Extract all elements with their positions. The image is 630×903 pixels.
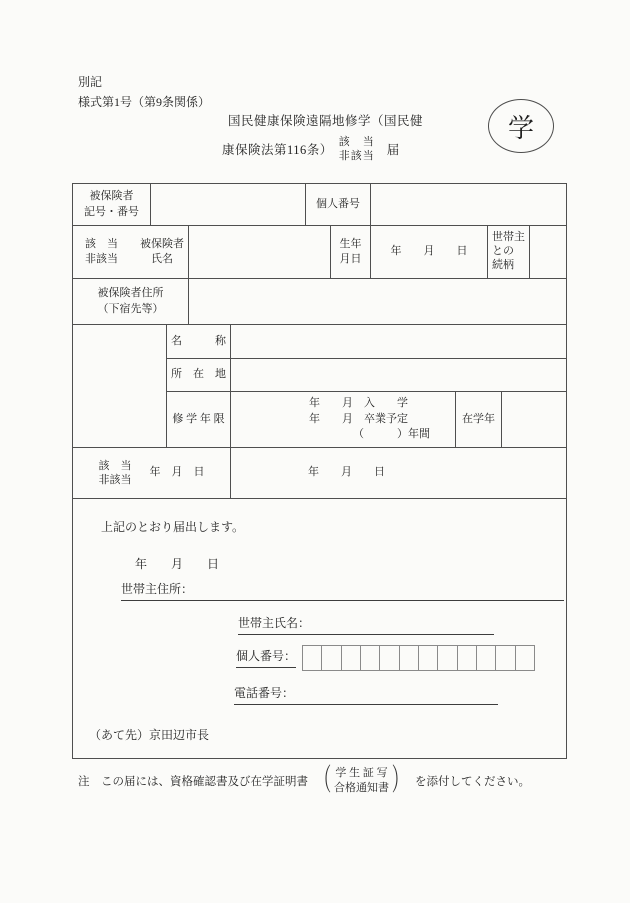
insured-address-label: 被保険者住所 （下宿先等）: [73, 279, 189, 324]
school-name-label: 名 称: [167, 325, 231, 358]
title-not-applicable: 非該当: [338, 150, 375, 163]
applicability-stack: 該 当 非該当: [98, 459, 132, 486]
digit-cell: [379, 646, 398, 670]
footnote-suffix: を添付してください。: [415, 776, 530, 788]
digit-cell: [495, 646, 514, 670]
digit-cell: [341, 646, 360, 670]
form-title-line1: 国民健康保険遠隔地修学（国民健: [228, 114, 424, 128]
birth-date-label: 生年 月日: [331, 226, 371, 278]
attachment-footnote: [78, 760, 588, 802]
householder-name-line: [238, 615, 494, 635]
insured-name-label: 該 当 被保険者 非該当 氏名: [73, 226, 189, 278]
footnote-open-paren: （: [314, 764, 332, 797]
personal-number-label: 個人番号: [306, 184, 371, 225]
declaration-personal-number-row: [236, 645, 535, 671]
row-insured-number: [73, 184, 566, 226]
school-year-label: 在学年: [456, 392, 502, 447]
digit-cell: [321, 646, 340, 670]
form-table: [72, 183, 567, 759]
declaration-statement: 上記のとおり届出します。: [101, 520, 245, 534]
school-address-field: [231, 359, 566, 391]
school-section-spanner-cell: [73, 325, 167, 447]
householder-name-label: 世帯主氏名：: [238, 616, 311, 630]
insured-name-field: [189, 226, 331, 278]
row-school-name: [167, 325, 566, 359]
study-period-field: 年 月 入 学 年 月 卒業予定 （ ）年間: [231, 392, 456, 447]
row-study-period: [167, 392, 566, 447]
title-applicability-stack: [339, 135, 375, 164]
footnote-close-paren: ）: [391, 764, 409, 797]
declaration-personal-number-grid: [302, 645, 535, 671]
title-notification-suffix: 届: [386, 143, 400, 158]
applicability-date-label: 該 当 非該当 年 月 日: [73, 448, 231, 498]
birth-date-field: 年 月 日: [371, 226, 488, 278]
school-address-label: 所 在 地: [167, 359, 231, 391]
digit-cell: [476, 646, 495, 670]
footnote-prefix: 注 この届には、資格確認書及び在学証明書: [78, 776, 308, 788]
digit-cell: [437, 646, 456, 670]
footnote-attachment-options: 学 生 証 写 合格通知書: [334, 767, 389, 794]
form-title: [222, 111, 423, 164]
study-period-label: 修 学 年 限: [167, 392, 231, 447]
row-school-address: [167, 359, 566, 392]
row-applicability-date: [73, 448, 566, 499]
householder-address-label: 世帯主住所：: [121, 582, 194, 596]
digit-cell: [303, 646, 321, 670]
row-insured-address: [73, 279, 566, 325]
form-number: 様式第1号（第9条関係）: [78, 95, 211, 109]
declaration-personal-number-label: 個人番号：: [236, 648, 296, 668]
householder-relation-field: [530, 226, 566, 278]
digit-cell: [399, 646, 418, 670]
insured-symbol-number-field: [151, 184, 306, 225]
phone-number-label: 電話番号：: [234, 686, 295, 700]
householder-address-line: [121, 581, 564, 601]
school-year-field: [502, 392, 566, 447]
student-stamp-circle: [488, 99, 554, 153]
insured-symbol-number-label: 被保険者 記号・番号: [73, 184, 151, 225]
applicability-date-field: 年 月 日: [308, 466, 385, 479]
digit-cell: [457, 646, 476, 670]
declaration-date: 年 月 日: [135, 557, 220, 571]
insured-address-field: [189, 279, 566, 324]
householder-relation-label: 世帯主 との 続柄: [488, 226, 530, 278]
school-name-field: [231, 325, 566, 358]
digit-cell: [418, 646, 437, 670]
digit-cell: [360, 646, 379, 670]
title-applicable: 該 当: [338, 136, 375, 148]
row-declaration: [73, 499, 566, 758]
appendix-note: 別記: [78, 75, 103, 89]
form-title-line2: 康保険法第116条）: [222, 143, 333, 158]
row-insured-name: [73, 226, 566, 279]
personal-number-grid: [371, 184, 566, 225]
phone-number-line: [234, 685, 498, 705]
digit-cell: [515, 646, 534, 670]
student-stamp-character: 学: [507, 113, 534, 143]
school-section: [73, 325, 566, 448]
addressee: （あて先）京田辺市長: [89, 728, 210, 742]
